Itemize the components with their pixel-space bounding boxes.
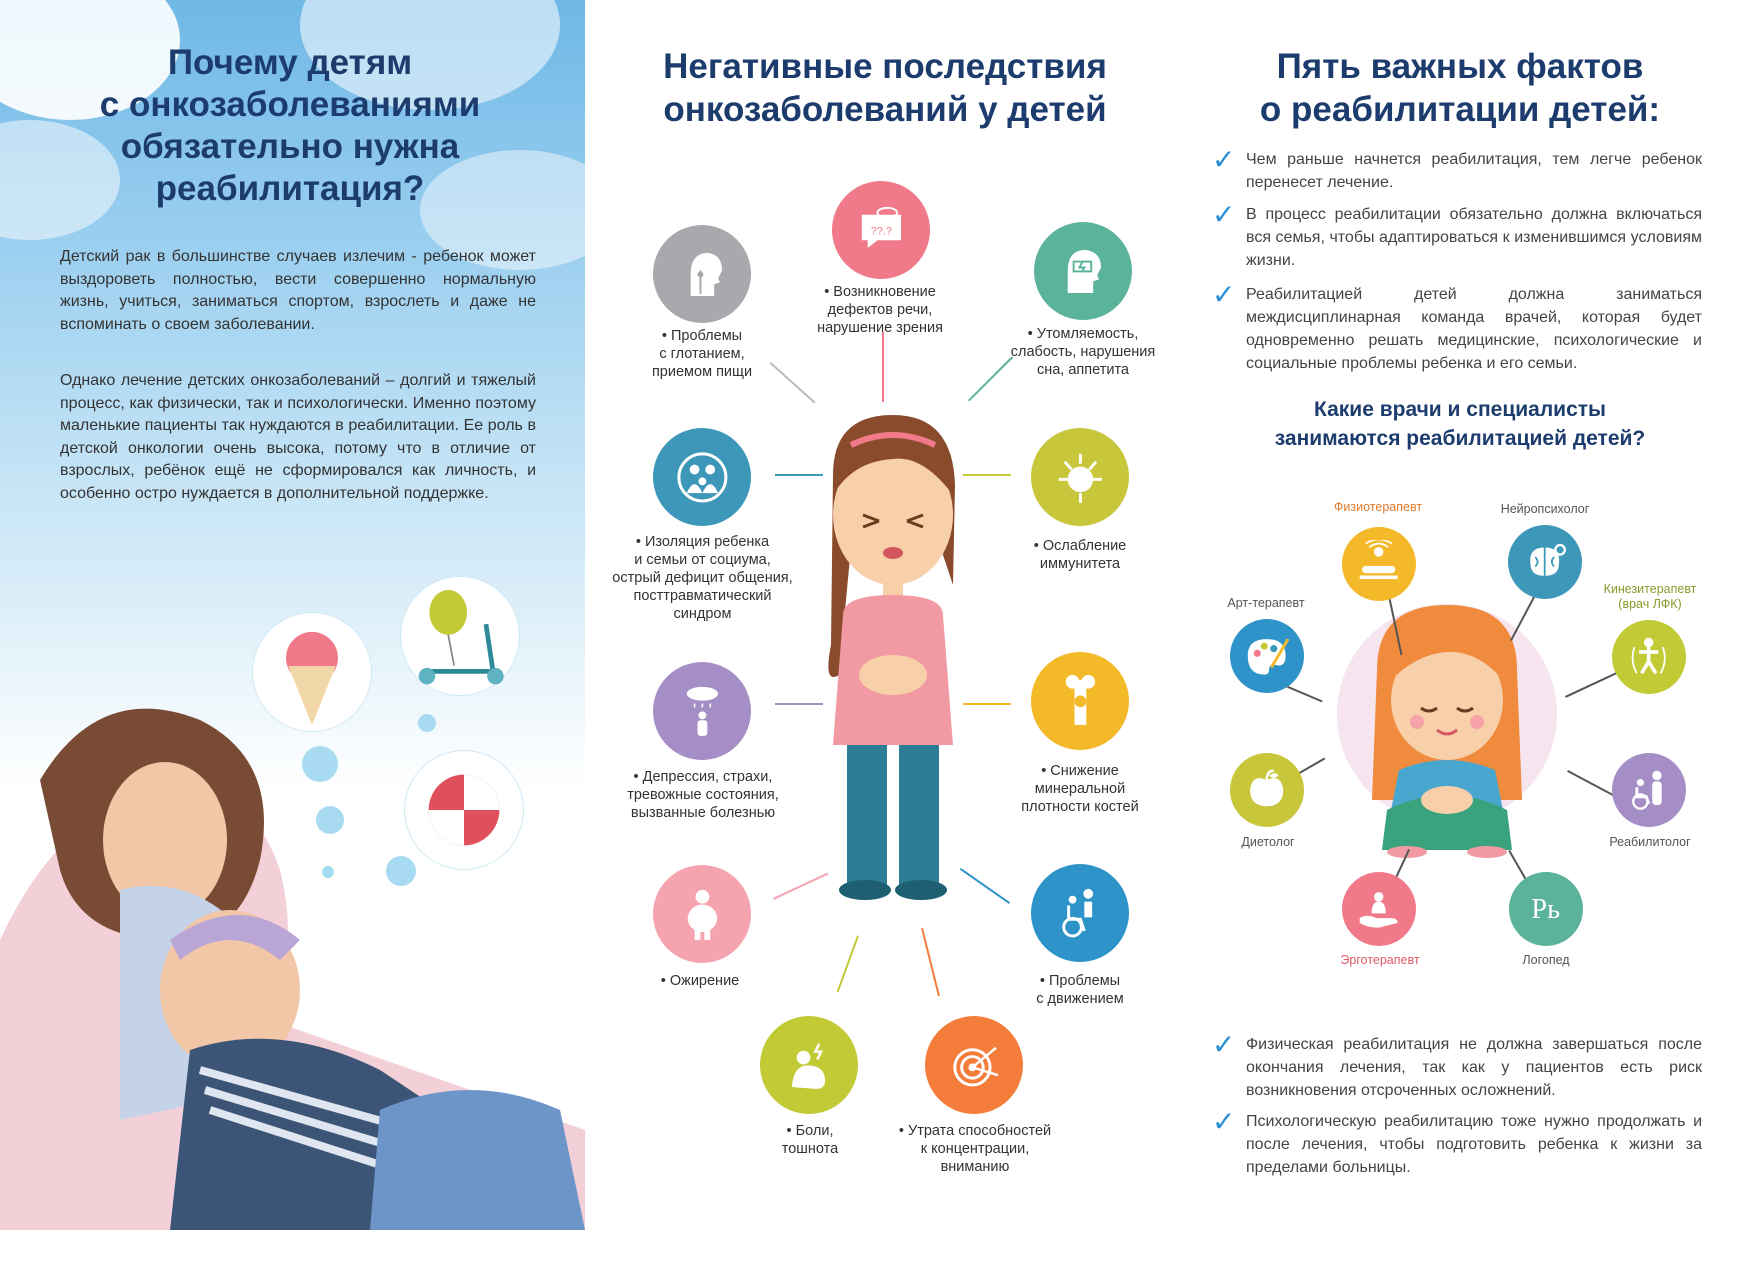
eye-speech-icon bbox=[832, 181, 930, 279]
specialist-label: Логопед bbox=[1522, 953, 1570, 967]
checkmark-icon: ✓ bbox=[1212, 199, 1236, 230]
connector-line bbox=[837, 935, 859, 992]
specialist-label: Нейропсихолог bbox=[1500, 502, 1590, 516]
specialist-label: Физиотерапевт bbox=[1333, 500, 1423, 514]
effect-label-immunity: • Ослабление иммунитета bbox=[1033, 538, 1127, 572]
middle-title: Негативные последствия онкозаболеваний у детей bbox=[663, 47, 1107, 129]
effect-label-bones: • Снижение минеральной плотности костей bbox=[1021, 763, 1139, 815]
fact-item bbox=[1212, 144, 1702, 194]
wheelchair-icon bbox=[1031, 864, 1129, 962]
fact-item bbox=[1212, 279, 1702, 375]
effect-label-speech: • Возникновение дефектов речи, нарушение зрения bbox=[817, 284, 943, 336]
svg-text:Рь: Рь bbox=[1531, 894, 1561, 926]
palette-icon bbox=[1230, 619, 1304, 693]
target-icon bbox=[925, 1016, 1023, 1114]
sitting-girl-illustration bbox=[1337, 600, 1557, 860]
effect-label-fatigue: • Утомляемость, слабость, нарушения сна, аппетита bbox=[1010, 326, 1156, 378]
scooter-bubble bbox=[400, 576, 520, 696]
physio-icon bbox=[1342, 527, 1416, 601]
effect-label-obesity: • Ожирение bbox=[660, 973, 740, 989]
brain-icon bbox=[1508, 525, 1582, 599]
balloon-scooter-icon bbox=[401, 577, 519, 695]
effect-label-movement: • Проблемы с движением bbox=[1036, 973, 1124, 1007]
specialist-label: Диетолог bbox=[1241, 835, 1295, 849]
fact-text: Психологическую реабилитацию тоже нужно продолжать и после лечения, чтобы подготовить ребенка к жизни за пределами больницы. bbox=[1246, 1113, 1702, 1176]
effect-label-pain: • Боли, тошнота bbox=[781, 1123, 839, 1157]
specialist-label: Кинезитерапевт (врач ЛФК) bbox=[1603, 582, 1697, 611]
fact-text: Чем раньше начнется реабилитация, тем легче ребенок перенесет лечение. bbox=[1246, 151, 1702, 191]
effect-label-isolation: • Изоляция ребенка и семьи от социума, острый дефицит общения, посттравматический синдром bbox=[612, 534, 793, 622]
exercise-icon bbox=[1612, 620, 1686, 694]
fact-text: Физическая реабилитация не должна завершаться после окончания лечения, так как у пациентов есть риск возникновения отсроченных осложнений. bbox=[1246, 1036, 1702, 1099]
effect-label-concentration: • Утрата способностей к концентрации, вниманию bbox=[898, 1123, 1052, 1175]
apple-icon bbox=[1230, 753, 1304, 827]
bone-icon bbox=[1031, 652, 1129, 750]
rehab-icon bbox=[1612, 753, 1686, 827]
fact-item bbox=[1212, 1029, 1702, 1102]
fact-item bbox=[1212, 1106, 1702, 1179]
fact-item bbox=[1212, 199, 1702, 272]
fact-text: Реабилитацией детей должна заниматься междисциплинарная команда врачей, которая будет одновременно решать медицинские, психологические и социальные проблемы ребенка и его семьи. bbox=[1246, 286, 1702, 372]
fact-text: В процесс реабилитации обязательно должна включаться вся семья, чтобы адаптироваться к изменившимся условиям жизни. bbox=[1246, 206, 1702, 269]
left-panel bbox=[0, 0, 585, 1275]
sick-girl-illustration bbox=[803, 415, 983, 915]
right-title: Пять важных фактов о реабилитации детей: bbox=[1259, 47, 1661, 129]
letters-icon bbox=[1509, 872, 1583, 946]
specialist-label: Реабилитолог bbox=[1609, 835, 1691, 849]
connector-line bbox=[921, 928, 940, 996]
effect-label-depression: • Депрессия, страхи, тревожные состояния, вызванные болезнью bbox=[627, 769, 779, 821]
obesity-icon bbox=[653, 865, 751, 963]
swallowing-icon bbox=[653, 225, 751, 323]
left-paragraph-2: Однако лечение детских онкозаболеваний – долгий и тяжелый процесс, как физически, так и психологически. Именно поэтому маленькие пациенты так нуждаются в реабилитации. Ее роль в детской онкологии очень высока, потому что в отличие от взрослых, ребёнок ещё не сформировался как личность, и особенно остро нуждается в дополнительной поддержке. bbox=[60, 372, 536, 502]
mother-child-photo bbox=[0, 690, 585, 1230]
battery-head-icon bbox=[1034, 222, 1132, 320]
checkmark-icon: ✓ bbox=[1212, 1029, 1236, 1060]
specialists-title: Какие врачи и специалисты занимаются реабилитацией детей? bbox=[1274, 398, 1646, 450]
virus-icon bbox=[1031, 428, 1129, 526]
checkmark-icon: ✓ bbox=[1212, 1106, 1236, 1137]
left-paragraph-1: Детский рак в большинстве случаев излечим - ребенок может выздороветь полностью, вести совершенно нормальную жизнь, учиться, заниматься спортом, взрослеть и даже не вспоминать о своем заболевании. bbox=[60, 248, 536, 333]
rain-cloud-icon bbox=[653, 662, 751, 760]
middle-panel bbox=[585, 0, 1170, 1275]
family-icon bbox=[653, 428, 751, 526]
checkmark-icon: ✓ bbox=[1212, 144, 1236, 175]
specialist-label: Арт-терапевт bbox=[1227, 596, 1305, 610]
right-panel bbox=[1170, 0, 1755, 1275]
connector-line bbox=[882, 332, 884, 402]
hand-care-icon bbox=[1342, 872, 1416, 946]
left-title: Почему детям с онкозаболеваниями обязательно нужна реабилитация? bbox=[99, 43, 481, 208]
specialist-label: Эрготерапевт bbox=[1340, 953, 1420, 967]
checkmark-icon: ✓ bbox=[1212, 279, 1236, 310]
pain-icon bbox=[760, 1016, 858, 1114]
svg-text:??.?: ??.? bbox=[870, 224, 892, 237]
effect-label-swallowing: • Проблемы с глотанием, приемом пищи bbox=[651, 328, 753, 380]
